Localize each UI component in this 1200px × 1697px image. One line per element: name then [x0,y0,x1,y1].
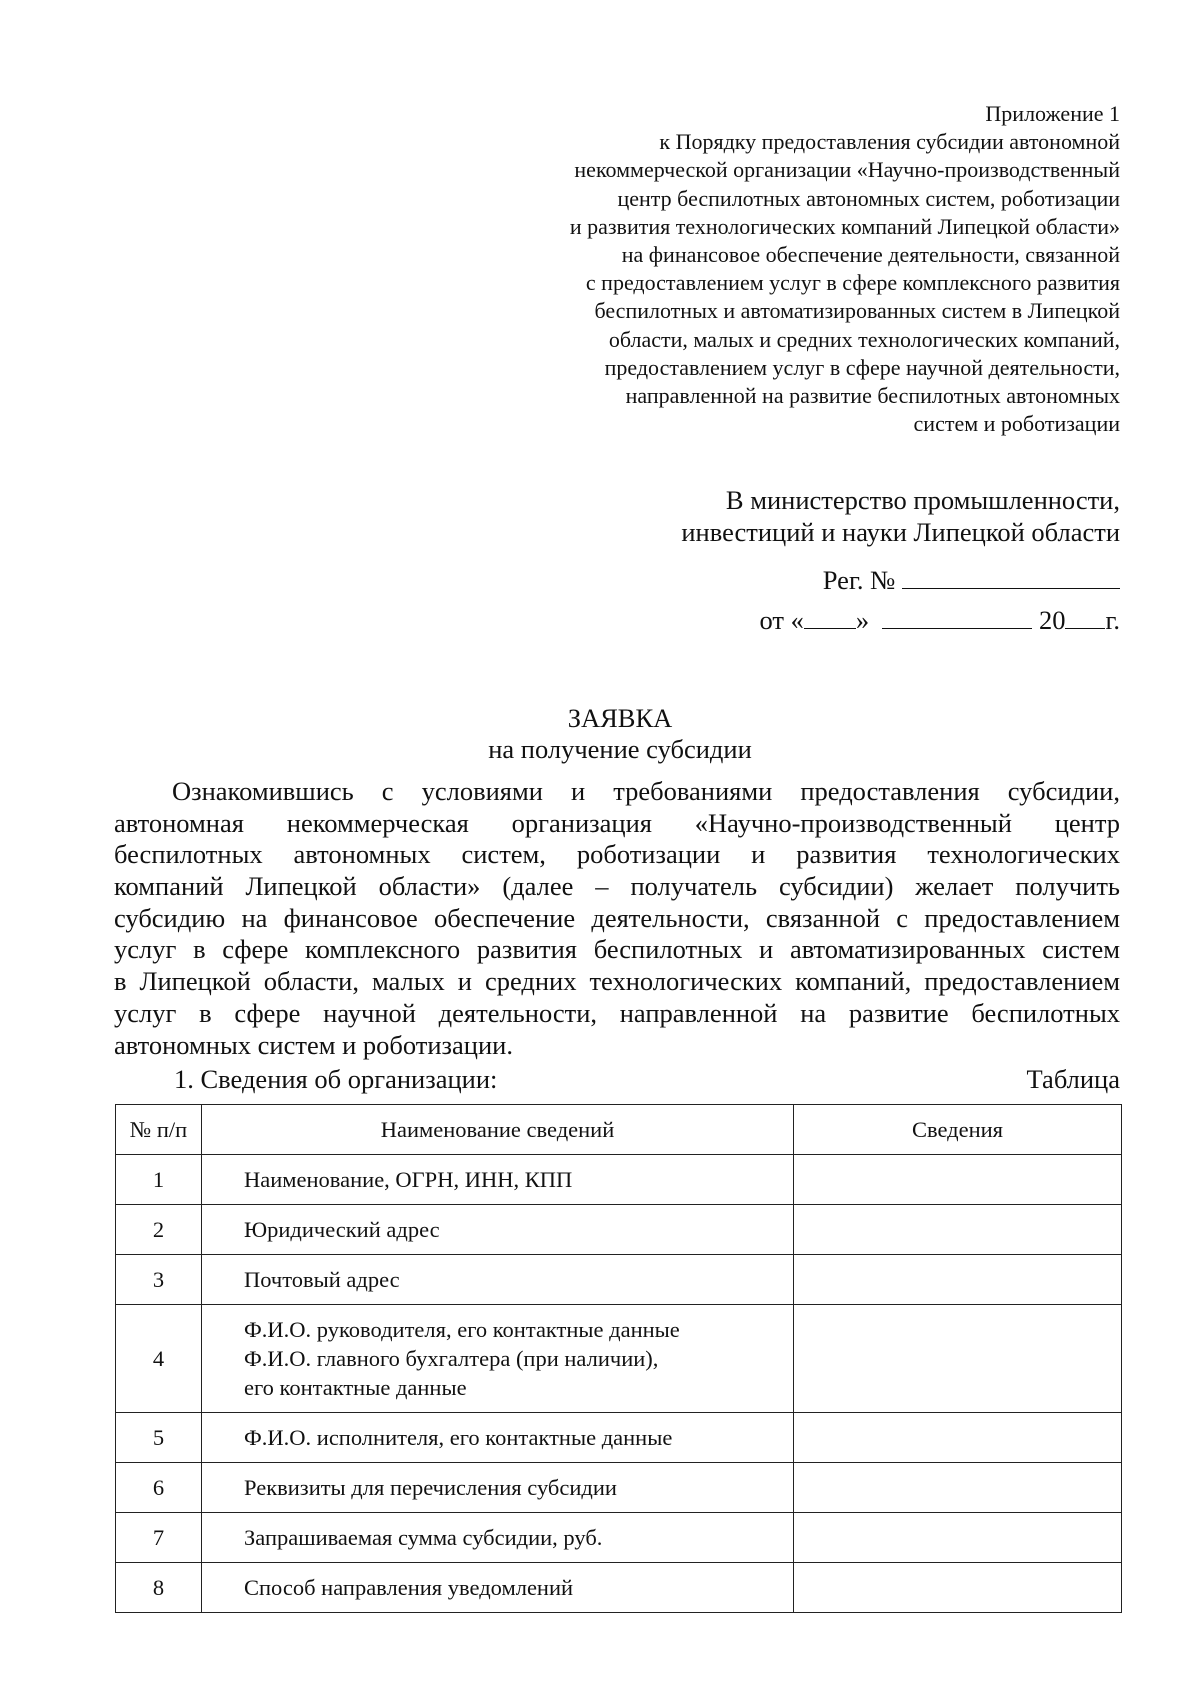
row-number: 5 [116,1413,202,1463]
organization-info-table [115,1104,1122,1613]
year-prefix: 20 [1038,605,1066,635]
appendix-line: некоммерческой организации «Научно-производственный [574,157,1120,183]
header-number: № п/п [116,1105,202,1155]
appendix-line: к Порядку предоставления субсидии автономной [659,129,1120,155]
body-line: услуг в сфере научной деятельности, направленной на развитие беспилотных [114,997,1120,1028]
row-label-line: его контактные данные [244,1375,467,1400]
reg-number-row [600,560,1120,600]
table-label: Таблица [1026,1064,1120,1094]
row-value-cell[interactable] [794,1305,1122,1413]
body-line: субсидию на финансовое обеспечение деятельности, связанной с предоставлением [114,902,1120,933]
registration-block [600,560,1120,640]
row-label: Запрашиваемая сумма субсидии, руб. [202,1513,794,1563]
appendix-line: области, малых и средних технологических компаний, [608,326,1120,352]
reg-number-label: Рег. № [822,565,896,595]
table-row [116,1305,1122,1413]
body-line: услуг в сфере комплексного развития беспилотных и автоматизированных систем [114,934,1120,965]
row-label: Способ направления уведомлений [202,1563,794,1613]
reg-date-row [600,600,1120,640]
row-number: 7 [116,1513,202,1563]
row-label-line: Ф.И.О. главного бухгалтера (при наличии), [244,1346,659,1371]
row-value-cell[interactable] [794,1155,1122,1205]
table-row [116,1255,1122,1305]
date-month-field[interactable] [882,600,1032,629]
appendix-line: Приложение 1 [985,101,1120,126]
row-value-cell[interactable] [794,1463,1122,1513]
table-row [116,1563,1122,1613]
date-year-field[interactable] [1065,600,1105,629]
table-row [116,1513,1122,1563]
body-line: автономных систем и роботизации. [114,1029,513,1060]
date-prefix: от « [759,605,804,635]
section-caption: 1. Сведения об организации: [174,1064,498,1094]
date-day-field[interactable] [804,600,856,629]
body-line: автономная некоммерческая организация «Научно-производственный центр [114,807,1120,838]
appendix-line: и развития технологических компаний Липецкой области» [569,213,1120,239]
header-name: Наименование сведений [202,1105,794,1155]
body-line: беспилотных автономных систем, роботизации и развития технологических [114,839,1120,870]
row-label: Почтовый адрес [202,1255,794,1305]
appendix-line: предоставлением услуг в сфере научной деятельности, [604,354,1120,380]
table-row [116,1205,1122,1255]
row-number: 2 [116,1205,202,1255]
appendix-header [470,100,1120,438]
document-title: ЗАЯВКА [567,703,673,733]
body-line: Ознакомившись с условиями и требованиями предоставления субсидии, [172,776,1120,806]
row-value-cell[interactable] [794,1563,1122,1613]
row-number: 6 [116,1463,202,1513]
header-value: Сведения [794,1105,1122,1155]
row-value-cell[interactable] [794,1513,1122,1563]
addressee-line: В министерство промышленности, [725,485,1120,515]
reg-number-field[interactable] [902,560,1120,589]
addressee-line: инвестиций и науки Липецкой области [681,517,1120,547]
section-heading-row [174,1064,1120,1096]
row-number: 1 [116,1155,202,1205]
document-subtitle: на получение субсидии [488,734,752,764]
body-paragraph [114,776,1120,1061]
row-label-multiline [202,1305,794,1413]
row-label: Ф.И.О. исполнителя, его контактные данные [202,1413,794,1463]
addressee-block [600,484,1120,548]
appendix-line: центр беспилотных автономных систем, роботизации [617,185,1120,211]
row-value-cell[interactable] [794,1205,1122,1255]
row-value-cell[interactable] [794,1255,1122,1305]
appendix-line: на финансовое обеспечение деятельности, связанной [621,242,1120,268]
appendix-line: направленной на развитие беспилотных автономных [625,383,1120,409]
year-suffix: г. [1105,605,1120,635]
row-label: Реквизиты для перечисления субсидии [202,1463,794,1513]
table-row [116,1155,1122,1205]
body-line: компаний Липецкой области» (далее – получатель субсидии) желает получить [114,871,1120,902]
row-label: Юридический адрес [202,1205,794,1255]
body-line: в Липецкой области, малых и средних технологических компаний, предоставлением [114,966,1120,997]
row-number: 8 [116,1563,202,1613]
table-row [116,1413,1122,1463]
row-label: Наименование, ОГРН, ИНН, КПП [202,1155,794,1205]
table-header-row [116,1105,1122,1155]
appendix-line: беспилотных и автоматизированных систем в Липецкой [594,298,1120,324]
row-number: 4 [116,1305,202,1413]
row-number: 3 [116,1255,202,1305]
appendix-line: систем и роботизации [913,411,1120,437]
row-value-cell[interactable] [794,1413,1122,1463]
row-label-line: Ф.И.О. руководителя, его контактные данные [244,1317,680,1342]
appendix-line: с предоставлением услуг в сфере комплексного развития [585,270,1120,296]
date-quote-close: » [855,605,870,635]
table-row [116,1463,1122,1513]
